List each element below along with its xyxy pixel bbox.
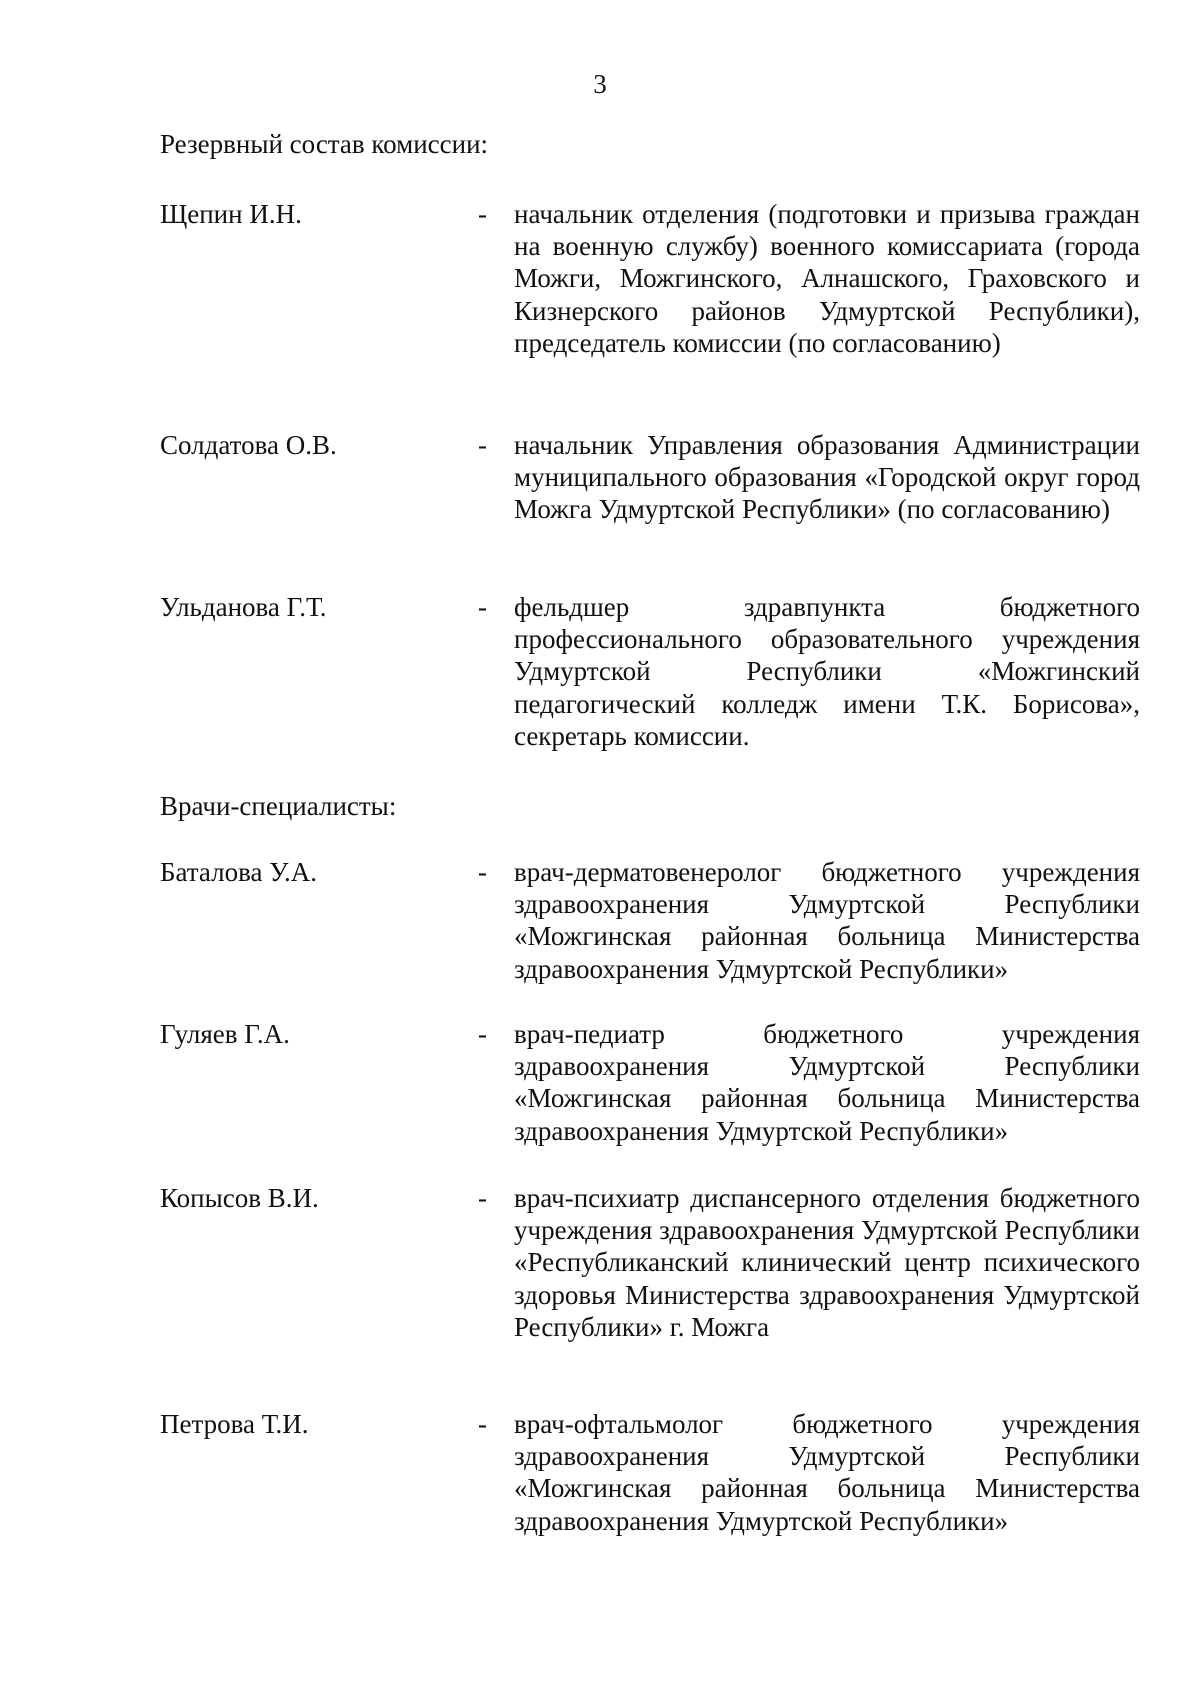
member-name: Солдатова О.В. <box>160 430 337 460</box>
member-description: фельдшер здравпункта бюджетного профессионального образовательного учреждения Удмуртской Республики «Можгинский педагогический колледж имени Т.К. Борисова», секретарь комиссии. <box>514 592 1140 751</box>
doctor-name: Копысов В.И. <box>160 1183 319 1213</box>
reserve-heading: Резервный состав комиссии: <box>160 129 489 159</box>
page-number: 3 <box>593 69 607 99</box>
doctor-name: Петрова Т.И. <box>160 1409 309 1439</box>
member-name: Ульданова Г.Т. <box>160 592 327 622</box>
doctor-dash: - <box>478 1409 487 1439</box>
doctor-description: врач-дерматовенеролог бюджетного учреждения здравоохранения Удмуртской Республики «Можгинская районная больница Министерства здравоохранения Удмуртской Республики» <box>514 857 1140 984</box>
member-dash: - <box>478 592 487 622</box>
doctor-description: врач-психиатр диспансерного отделения бюджетного учреждения здравоохранения Удмуртской Республики «Республиканский клинический центр психического здоровья Министерства здравоохранения Удмуртской Республики» г. Можга <box>514 1183 1140 1342</box>
doctors-heading: Врачи-специалисты: <box>160 791 397 821</box>
member-description: начальник Управления образования Администрации муниципального образования «Городской округ город Можга Удмуртской Республики» (по согласованию) <box>514 430 1140 525</box>
doctor-name: Баталова У.А. <box>160 857 317 887</box>
member-name: Щепин И.Н. <box>160 199 302 229</box>
member-dash: - <box>478 430 487 460</box>
member-description: начальник отделения (подготовки и призыва граждан на военную службу) военного комиссариата (города Можги, Можгинского, Алнашского, Граховского и Кизнерского районов Удмуртской Республики), председатель комиссии (по согласованию) <box>514 199 1140 358</box>
member-dash: - <box>478 199 487 229</box>
doctor-name: Гуляев Г.А. <box>160 1019 290 1049</box>
doctor-description: врач-офтальмолог бюджетного учреждения здравоохранения Удмуртской Республики «Можгинская районная больница Министерства здравоохранения Удмуртской Республики» <box>514 1409 1140 1536</box>
doctor-description: врач-педиатр бюджетного учреждения здравоохранения Удмуртской Республики «Можгинская районная больница Министерства здравоохранения Удмуртской Республики» <box>514 1019 1140 1146</box>
doctor-dash: - <box>478 857 487 887</box>
doctor-dash: - <box>478 1019 487 1049</box>
doctor-dash: - <box>478 1183 487 1213</box>
